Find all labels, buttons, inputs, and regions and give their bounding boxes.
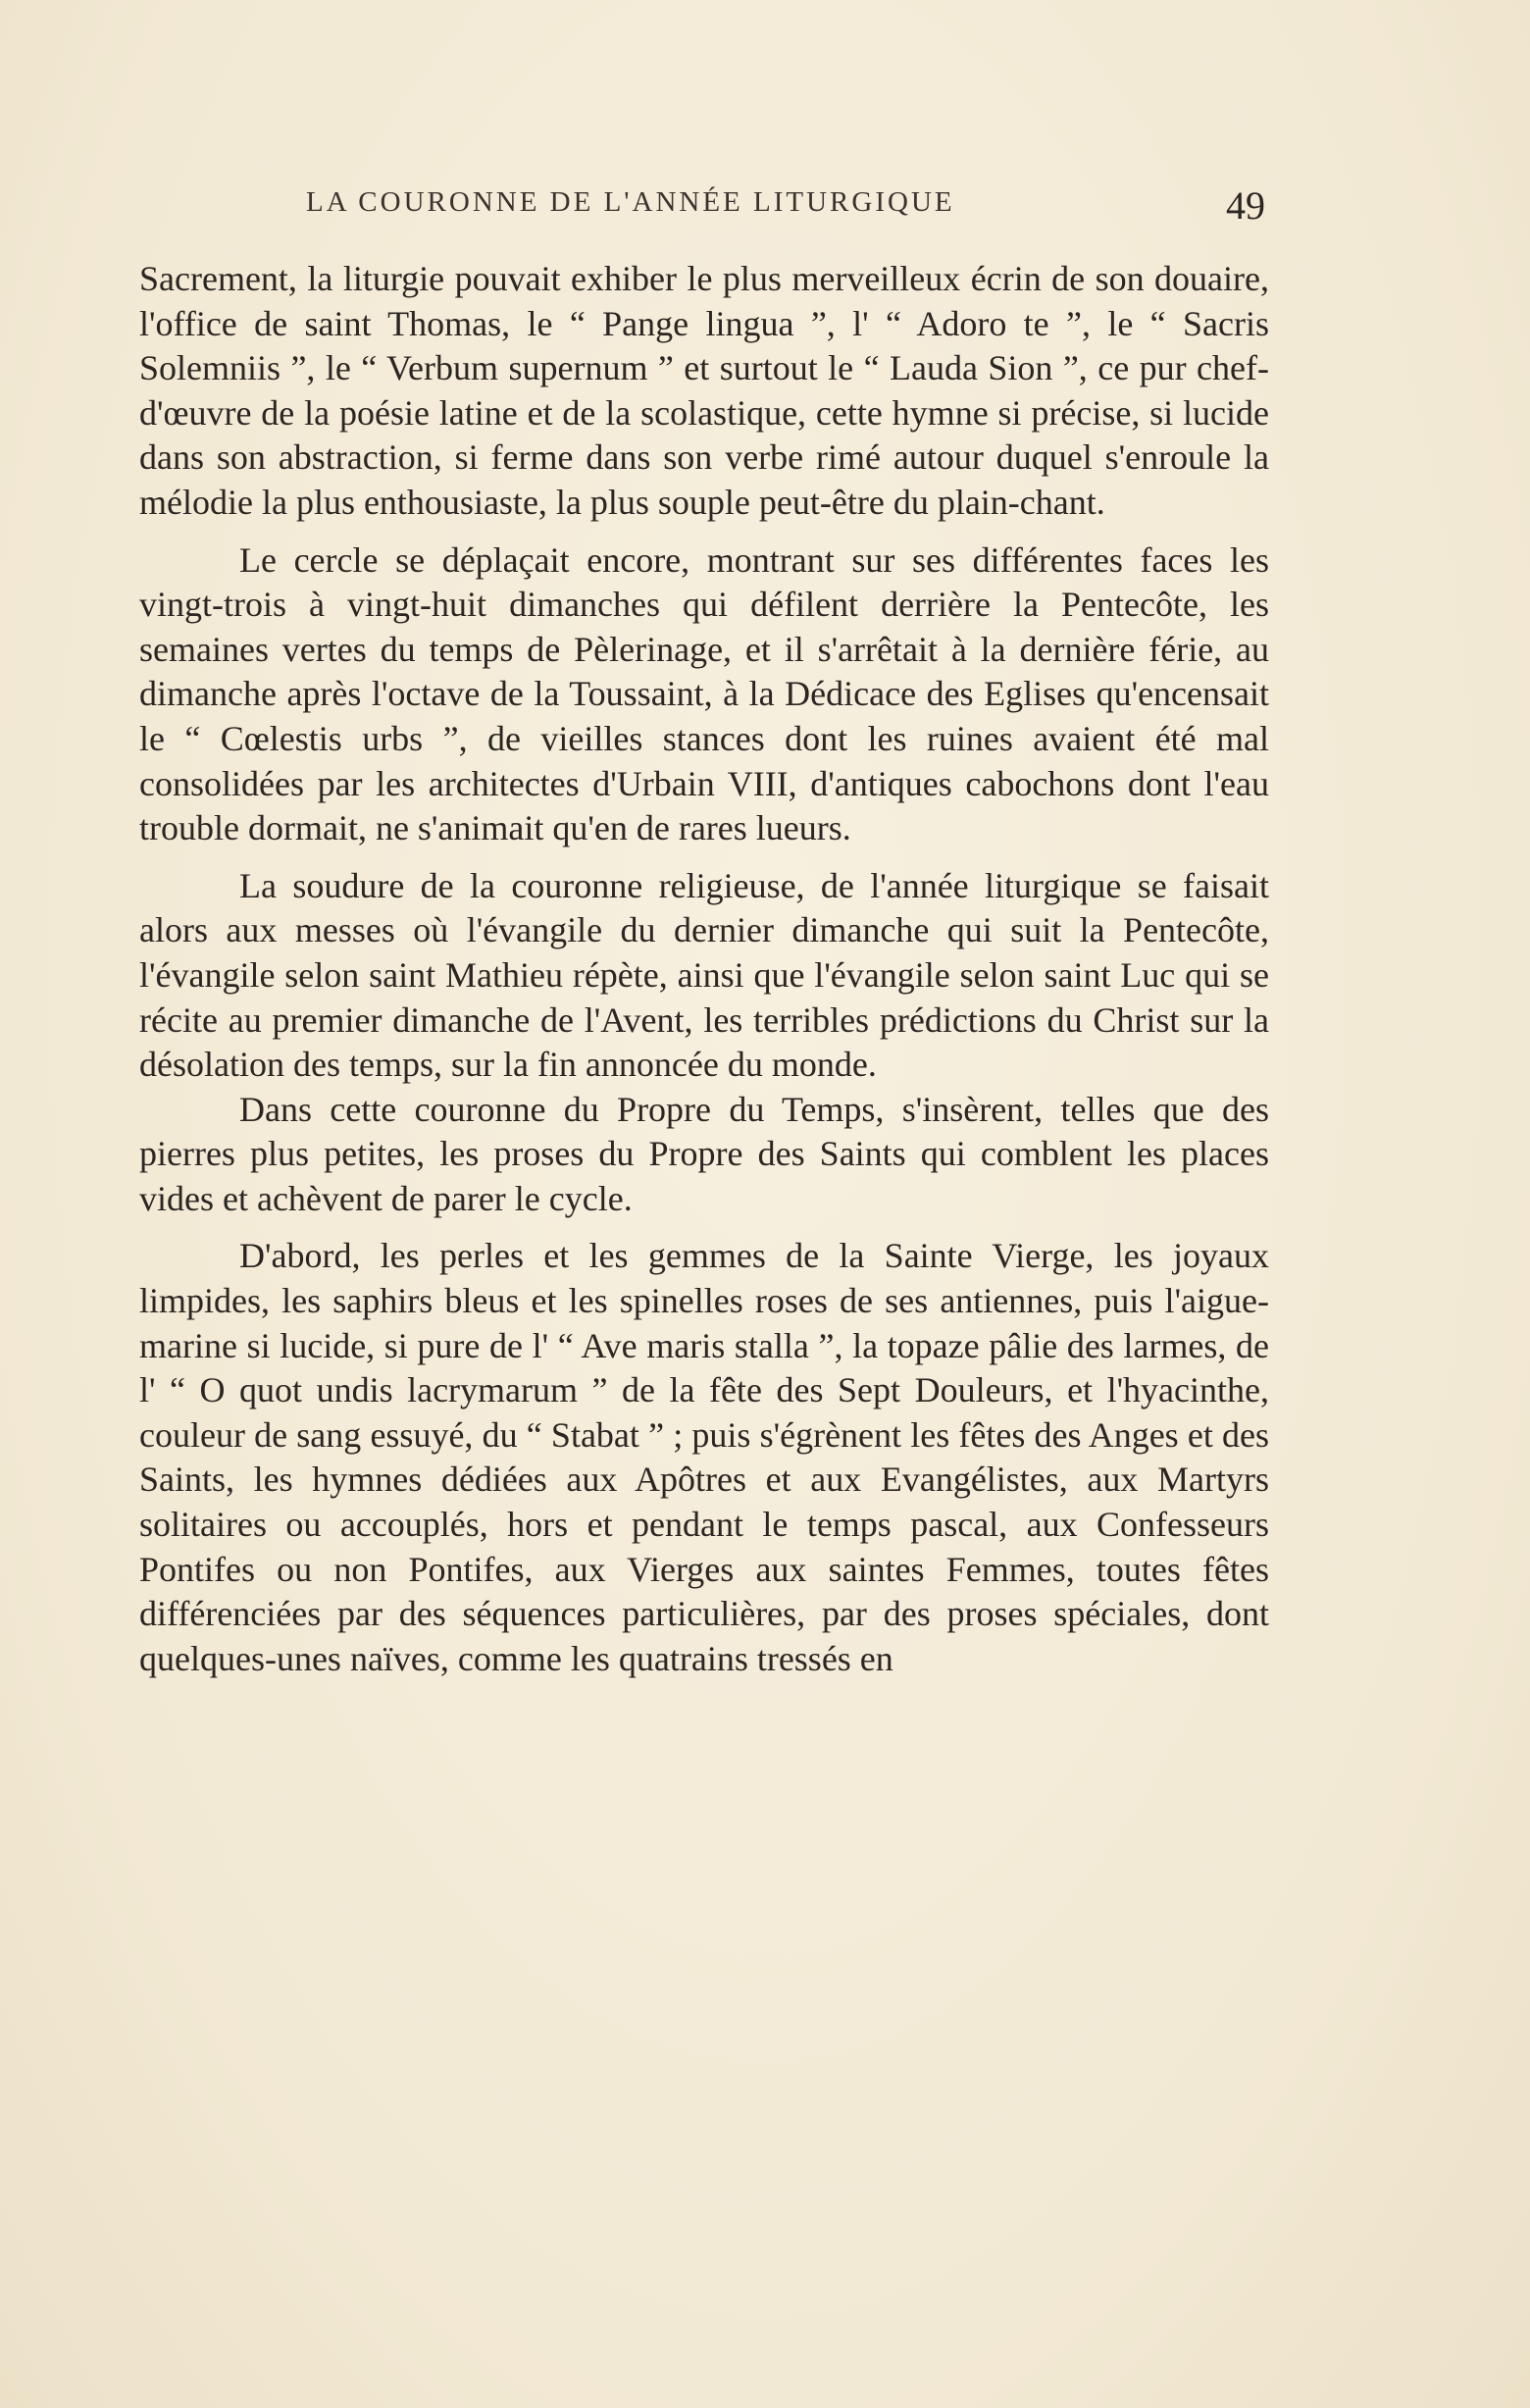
paragraph-2: Le cercle se déplaçait encore, montrant sur ses différentes faces les vingt-trois à vingt-huit dimanches qui défilent derrière la Pentecôte, les semaines vertes du temps de Pèlerinage, et il s'arrêtait à la dernière férie, au dimanche après l'octave de la Toussaint, à la Dédicace des Eglises qu'encensait le “ Cœlestis urbs ”, de vieilles stances dont les ruines avaient été mal consolidées par les architectes d'Urbain VIII, d'antiques cabochons dont l'eau trouble dormait, ne s'animait qu'en de rares lueurs. (139, 539, 1269, 848)
paragraph-3: La soudure de la couronne religieuse, de l'année liturgique se faisait alors aux messes où l'évangile du dernier dimanche qui suit la Pentecôte, l'évangile selon saint Mathieu répète, ainsi que l'évangile selon saint Luc qui se récite au premier dimanche de l'Avent, les terribles prédictions du Christ sur la désolation des temps, sur la fin annoncée du monde. (139, 865, 1269, 1085)
page-number: 49 (1226, 183, 1265, 228)
running-title: LA COURONNE DE L'ANNÉE LITURGIQUE (306, 186, 955, 218)
paragraph-5: D'abord, les perles et les gemmes de la Sainte Vierge, les joyaux limpides, les saphirs bleus et les spinelles roses de ses antiennes, puis l'aigue-marine si lucide, si pure de l' “ Ave maris stalla ”, la topaze pâlie des larmes, de l' “ O quot undis lacrymarum ” de la fête des Sept Douleurs, et l'hyacinthe, couleur de sang essuyé, du “ Stabat ” ; puis s'égrènent les fêtes des Anges et des Saints, les hymnes dédiées aux Apôtres et aux Evangélistes, aux Martyrs solitaires ou accouplés, hors et pendant le temps pascal, aux Confesseurs Pontifes ou non Pontifes, aux Vierges aux saintes Femmes, toutes fêtes différenciées par des séquences particulières, par des proses spéciales, dont quelques-unes naïves, comme les quatrains tressés en (139, 1236, 1269, 1678)
paragraph-4: Dans cette couronne du Propre du Temps, s'insèrent, telles que des pierres plus petites, les proses du Propre des Saints qui comblent les places vides et achèvent de parer le cycle. (139, 1089, 1269, 1218)
paragraph-1: Sacrement, la liturgie pouvait exhiber le plus merveilleux écrin de son douaire, l'office de saint Thomas, le “ Pange lingua ”, l' “ Adoro te ”, le “ Sacris Solemniis ”, le “ Verbum supernum ” et surtout le “ Lauda Sion ”, ce pur chef-d'œuvre de la poésie latine et de la scolastique, cette hymne si précise, si lucide dans son abstraction, si ferme dans son verbe rimé autour duquel s'enroule la mélodie la plus enthousiaste, la plus souple peut-être du plain-chant. (139, 259, 1269, 522)
running-head (306, 182, 1265, 231)
body-text (139, 257, 1269, 1681)
